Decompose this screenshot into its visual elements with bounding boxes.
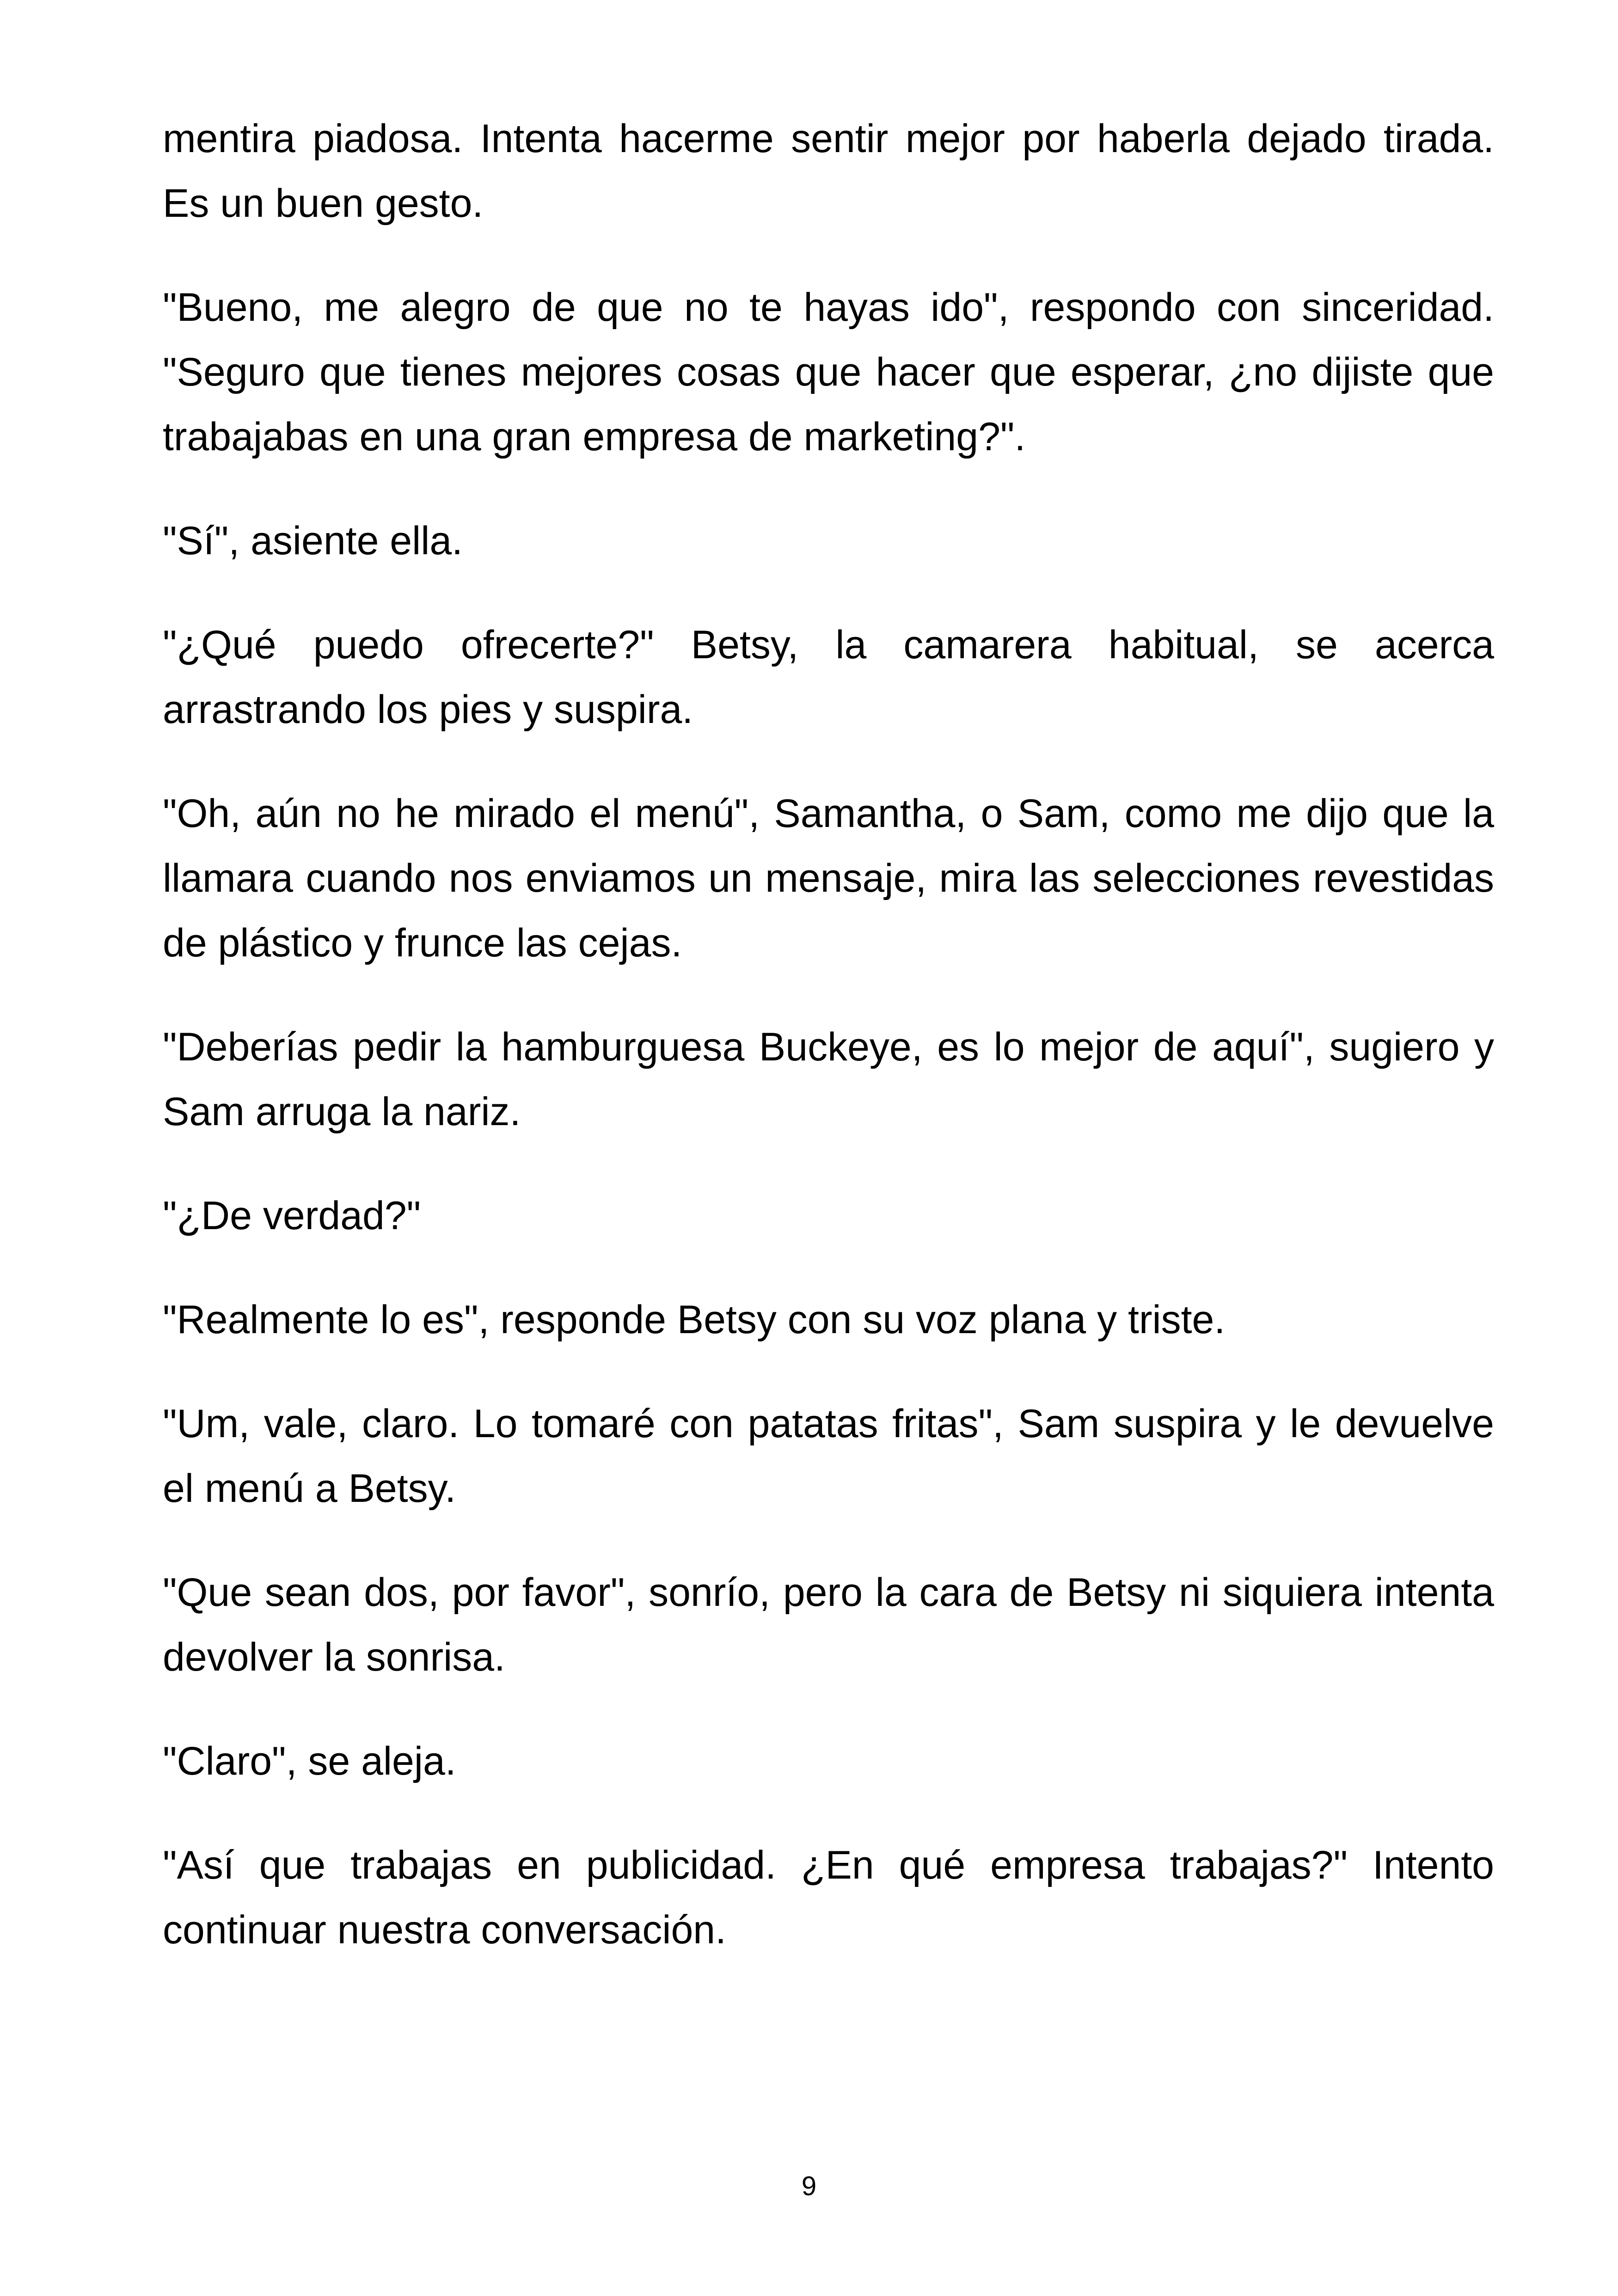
page-number: 9 xyxy=(801,2171,817,2201)
paragraph-4: "¿Qué puedo ofrecerte?" Betsy, la camarera habitual, se acerca arrastrando los pies y suspira. xyxy=(163,623,1494,732)
paragraph-7: "¿De verdad?" xyxy=(163,1194,421,1238)
paragraph-9: "Um, vale, claro. Lo tomaré con patatas fritas", Sam suspira y le devuelve el menú a Betsy. xyxy=(163,1402,1494,1511)
paragraph-8: "Realmente lo es", responde Betsy con su voz plana y triste. xyxy=(163,1298,1226,1342)
paragraph-12: "Así que trabajas en publicidad. ¿En qué empresa trabajas?" Intento continuar nuestra conversación. xyxy=(163,1843,1494,1952)
paragraph-11: "Claro", se aleja. xyxy=(163,1739,456,1783)
paragraph-6: "Deberías pedir la hamburguesa Buckeye, es lo mejor de aquí", sugiero y Sam arruga la nariz. xyxy=(163,1025,1494,1134)
paragraph-10: "Que sean dos, por favor", sonrío, pero la cara de Betsy ni siquiera intenta devolver la sonrisa. xyxy=(163,1570,1494,1679)
paragraph-2: "Bueno, me alegro de que no te hayas ido", respondo con sinceridad. "Seguro que tienes mejores cosas que hacer que esperar, ¿no dijiste que trabajabas en una gran empresa de marketing?". xyxy=(163,285,1494,459)
paragraph-1: mentira piadosa. Intenta hacerme sentir mejor por haberla dejado tirada. Es un buen gesto. xyxy=(163,116,1494,226)
paragraph-5: "Oh, aún no he mirado el menú", Samantha, o Sam, como me dijo que la llamara cuando nos enviamos un mensaje, mira las selecciones revestidas de plástico y frunce las cejas. xyxy=(163,791,1494,965)
paragraph-3: "Sí", asiente ella. xyxy=(163,519,463,563)
page-body xyxy=(163,106,1494,2002)
